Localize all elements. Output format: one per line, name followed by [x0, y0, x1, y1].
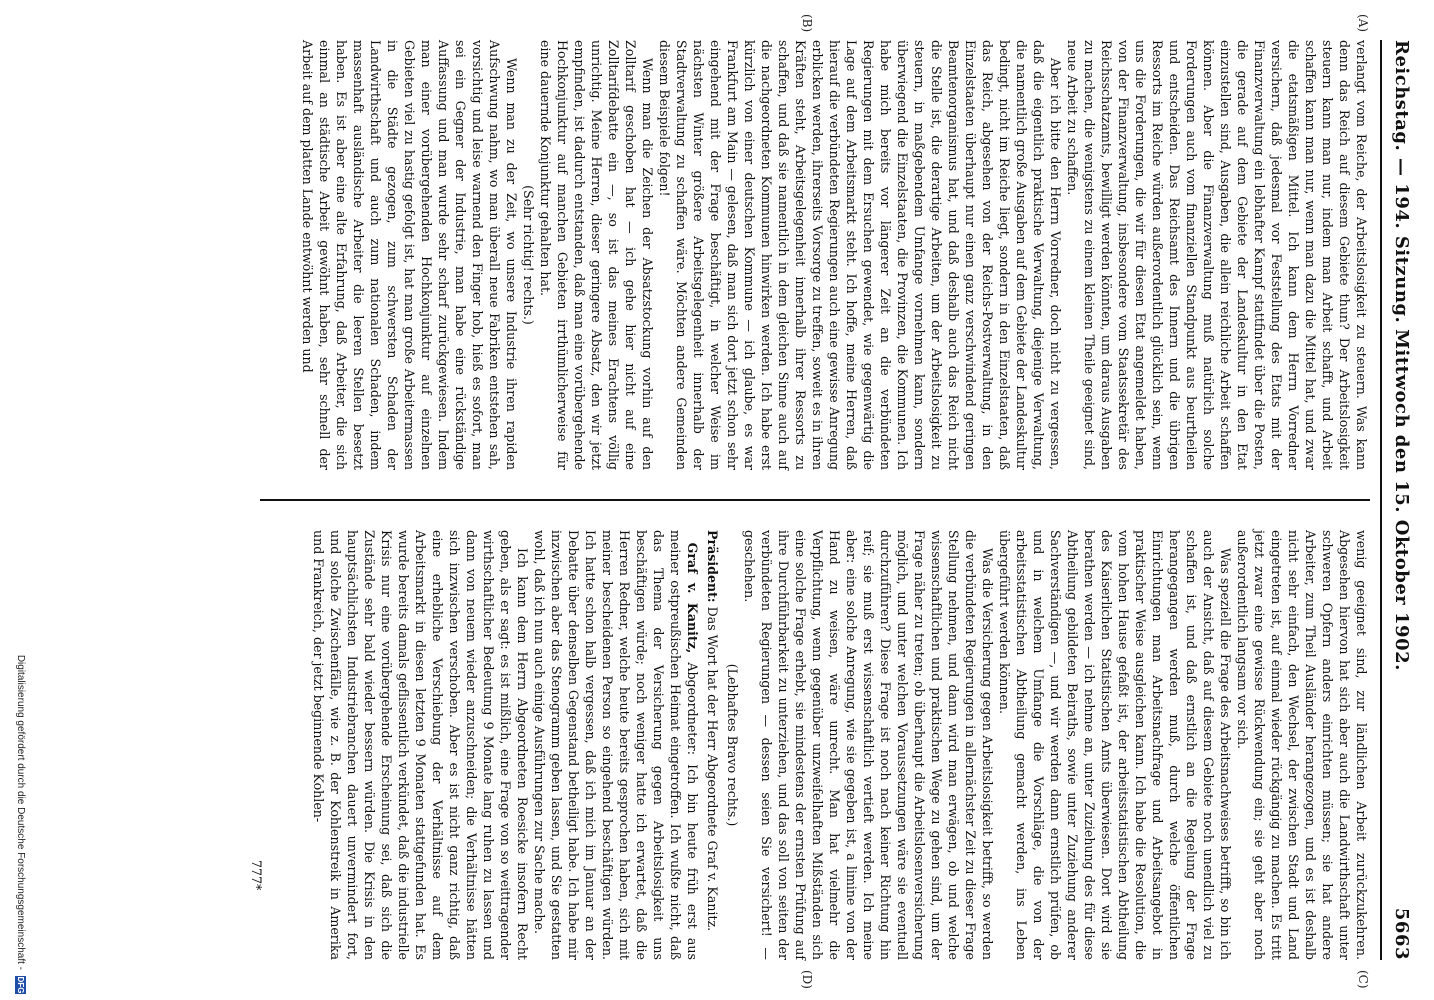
paragraph: verlangt vom Reiche, der Arbeitslosigkeit zu steuern. Was kann denn das Reich auf diesem Gebiete thun? Der Arbeitslosigkeit steuern kann man nur, indem man Arbeit schafft, und Arbeit schaffen kann man nur, wenn man dazu die Mittel hat, und zwar die etatsmäßigen Mittel. Ich kann dem Herrn Vorredner versichern, daß jedesmal vor Feststellung des Etats mit der Finanzverwaltung ein lebhafter Kampf stattfindet über die Posten, die gerade auf dem Gebiete der Landeskultur in den Etat einzustellen sind, Ausgaben, die allein reichliche Arbeit schaffen können. Aber die Finanzverwaltung muß natürlich solche Forderungen auch vom finanziellen Standpunkt aus beurtheilen und entscheiden. Das Reichsamt des Innern und die übrigen Ressorts im Reiche würden außerordentlich glücklich sein, wenn uns die Forderungen, die wir für diesen Etat angemeldet haben, von der Finanzverwaltung, insbesondere vom Staatssekretär des Reichsschatzamts, bewilligt werden könnten, um daraus Ausgaben zu machen, die wenigstens zu einem kleinen Theile geeignet sind, neue Arbeit zu schaffen. — [1065, 40, 1369, 470]
column-divider — [260, 499, 1370, 501]
speaker-role: Abgeordneter: — [685, 662, 700, 756]
margin-marker-c: (C) — [1356, 970, 1370, 989]
page-number: 5663 — [1391, 907, 1412, 960]
margin-marker-d: (D) — [800, 970, 814, 989]
page-header — [1380, 40, 1414, 960]
paragraph: Wenn man die Zeichen der Absatzstockung vorhin auf den Zolltarif geschoben hat — ich gehe hier nicht auf eine Zolltarifdebatte ein —, so ist das meines Erachtens völlig unrichtig. Meine Herren, dieser geringere Absatz, den wir jetzt empfinden, ist dadurch entstanden, daß man eine vorübergehende Hochkonjunktur auf manchen Gebieten irrthümlicherweise für eine dauernde Konjunktur gehalten hat. — [538, 40, 655, 470]
speaker-line — [531, 530, 701, 960]
president-text: Das Wort hat der Herr Abgeordnete Graf v. Kanitz. — [705, 606, 720, 932]
paragraph: wenig geeignet sind, zur ländlichen Arbeit zurückzukehren. Abgesehen hiervon hat sich aber auch die Landwirthschaft unter schweren Opfern anders einrichten müssen; sie hat andere Arbeiter, zum Theil Ausländer herangezogen, und es ist deshalb nicht sehr einfach, den Wechsel, der zwischen Stadt und Land eingetreten ist, auf einmal wieder rückgängig zu machen. Es tritt jetzt zwar eine gewisse Rückwendung ein; sie geht aber noch außerordentlich langsam vor sich. — [1235, 530, 1369, 960]
margin-marker-a: (A) — [1356, 14, 1370, 33]
header-date: Mittwoch den 15. Oktober 1902. — [1391, 329, 1412, 671]
speech-paragraph: Ich bin heute früh erst aus meiner ostpreußischen Heimat eingetroffen. Ich wußte nicht, daß das Thema der Versicherung gegen Arbeitslosigkeit uns beschäftigen würde; noch weniger hatte ich erwartet, daß die Herren Redner, welche heute bereits gesprochen haben, sich mit meiner bescheidenen Person so eingehend beschäftigen würden. Ich hatte schon halb vergessen, daß ich mich im Januar an der Debatte über denselben Gegenstand betheiligt habe. Ich habe mir inzwischen aber das Stenogramm geben lassen, und Sie gestatten wohl, daß ich nun auch einige Ausführungen zur Sache mache. — [532, 530, 700, 960]
digitization-credit: Digitalisierung gefördert durch die Deutsche Forschungsgemeinschaft - — [15, 654, 26, 970]
paragraph: Aber ich bitte den Herrn Vorredner, doch nicht zu vergessen, daß die eigentlich praktische Verwaltung, diejenige Verwaltung, die namentlich große Ausgaben auf dem Gebiete der Landeskultur bedingt, nicht im Reiche liegt, sondern in den Einzelstaaten, daß das Reich, abgesehen von der Reichs-Postverwaltung, in den Einzelstaaten überhaupt nur einen ganz verschwindend geringen Beamtenorganismus hat, und daß deshalb auch das Reich nicht die Stelle ist, die derartige Arbeiten, um der Arbeitslosigkeit zu steuern, in maßgebendem Umfange vornehmen kann, sondern überwiegend die Einzelstaaten, die Provinzen, die Kommunen. Ich habe mich bereits vor längerer Zeit an die verbündeten Regierungen mit dem Ersuchen gewendet, wie gegenwärtig die Lage auf dem Arbeitsmarkt steht. Ich hoffe, meine Herren, daß hierauf die verbündeten Regierungen auch eine gewisse Anregung erblicken werden, ihrerseits Vorsorge zu treffen, soweit es in ihren Kräften steht, Arbeitsgelegenheit innerhalb ihrer Ressorts zu schaffen, und daß sie namentlich in dem gleichen Sinne auch auf die nachgeordneten Kommunen hinwirken werden. Ich habe erst kürzlich von einer deutschen Kommune — ich glaube, es war Frankfurt am Main — gelesen, daß man sich dort jetzt schon sehr eingehend mit der Frage beschäftigt, in welcher Weise im nächsten Winter größere Arbeitsgelegenheit innerhalb der Stadtverwaltung zu schaffen wäre. Möchten andere Gemeinden diesem Beispiele folgen! — [657, 40, 1063, 470]
margin-marker-b: (B) — [800, 14, 814, 33]
dfg-logo: DFG — [16, 976, 25, 994]
interjection: (Lebhaftes Bravo rechts.) — [725, 663, 740, 827]
right-column — [311, 530, 1370, 960]
left-column — [300, 40, 1370, 470]
header-session: Reichstag. — 194. Sitzung. — [1391, 40, 1412, 324]
president-statement — [704, 530, 721, 960]
interjection: (Sehr richtig! rechts.) — [521, 185, 536, 325]
sheet-signature: 777* — [249, 860, 264, 891]
speaker-title: Präsident: — [705, 530, 720, 603]
paragraph: Wenn man zu der Zeit, wo unsere Industrie ihren rapiden Aufschwung nahm, wo man überall neue Fabriken entstehen sah, vorsichtig und leise warnend den Finger hob, hieß es sofort, man sei ein Gegner der Industrie, man habe eine rückständige Auffassung und man wurde sehr scharf zurückgewiesen. Indem man einer vorübergehenden Hochkonjunktur auf einzelnen Gebieten viel zu hastig gefolgt ist, hat man große Arbeitermassen in die Städte gezogen, zum schwersten Schaden der Landwirthschaft und auch zum nationalen Schaden, indem massenhaft ausländische Arbeiter die leeren Stellen besetzt haben. Es ist aber eine alte Erfahrung, daß Arbeiter, die sich einmal an städtische Arbeit gewöhnt haben, sehr schnell der Arbeit auf dem platten Lande entwöhnt werden und — [300, 40, 519, 470]
speaker-name: Graf v. Kanitz, — [685, 542, 700, 654]
paragraph: Ich kann dem Herrn Abgeordneten Roesicke insofern Recht geben, als er sagt: es ist mißlich, eine Frage von so weittragender wirthschaftlicher Bedeutung 9 Monate lang ruhen zu lassen und dann von neuem wieder anzuschneiden; die Verhältnisse hätten sich inzwischen verschoben. Aber es ist nicht ganz richtig, daß eine erhebliche Verschiebung der Verhältnisse auf dem Arbeitsmarkt in diesen letzten 9 Monaten stattgefunden hat. Es wurde bereits damals geflissentlich verkündet, daß die industrielle Krisis nur eine vorübergehende Erscheinung sei, daß sich die Zustände sehr bald wieder bessern würden. Die Krisis in den hauptsächlichsten Industriebranchen dauert unvermindert fort, und solche Zwischenfälle, wie z. B. der Kohlenstreik in Amerika und Frankreich, der jetzt beginnende Kohlen- — [311, 530, 530, 960]
paragraph: Was speziell die Frage des Arbeitsnachweises betrifft, so bin ich auch der Ansicht, daß auf diesem Gebiete noch unendlich viel zu schaffen ist, und daß ernstlich an die Regelung der Frage herangegangen werden muß, durch welche öffentlichen Einrichtungen man Arbeitsnachfrage und Arbeitsangebot in praktischer Weise ausgleichen kann. Ich habe die Resolution, die vom hohen Hause gefaßt ist, der arbeitsstatistischen Abtheilung des Kaiserlichen Statistischen Amts überwiesen. Dort wird sie berathen werden — ich nehme an, unter Zuziehung des für diese Abtheilung gebildeten Beiraths, sowie unter Zuziehung anderer Sachverständigen —, und wir werden dann ernstlich prüfen, ob und in welchem Umfange die Vorschläge, die von der arbeitsstatistischen Abtheilung gemacht werden, ins Leben übergeführt werden können. — [997, 530, 1233, 960]
paragraph: Was die Versicherung gegen Arbeitslosigkeit betrifft, so werden die verbündeten Regierungen in allernächster Zeit zu dieser Frage Stellung nehmen, und dann wird man erwägen, ob und welche wissenschaftlichen und praktischen Wege zu gehen sind, um der Frage näher zu treten; ob überhaupt die Arbeitslosenversicherung möglich, und unter welchen Voraussetzungen wäre sie eventuell durchzuführen? Diese Frage ist noch nach keiner Richtung hin reif; sie muß erst wissenschaftlich vertieft werden. Ich meine aber: eine solche Anregung, wie sie gegeben ist, a limine von der Hand zu weisen, wäre unrecht. Man hat vielmehr die Verpflichtung, wenn gegenüber unzweifelhaften Mißständen sich eine solche Frage erhebt, sie mindestens der ernsten Prüfung auf ihre Durchführbarkeit zu unterziehen, und das soll von seiten der verbündeten Regierungen — dessen seien Sie versichert! — geschehen. — [742, 530, 995, 960]
